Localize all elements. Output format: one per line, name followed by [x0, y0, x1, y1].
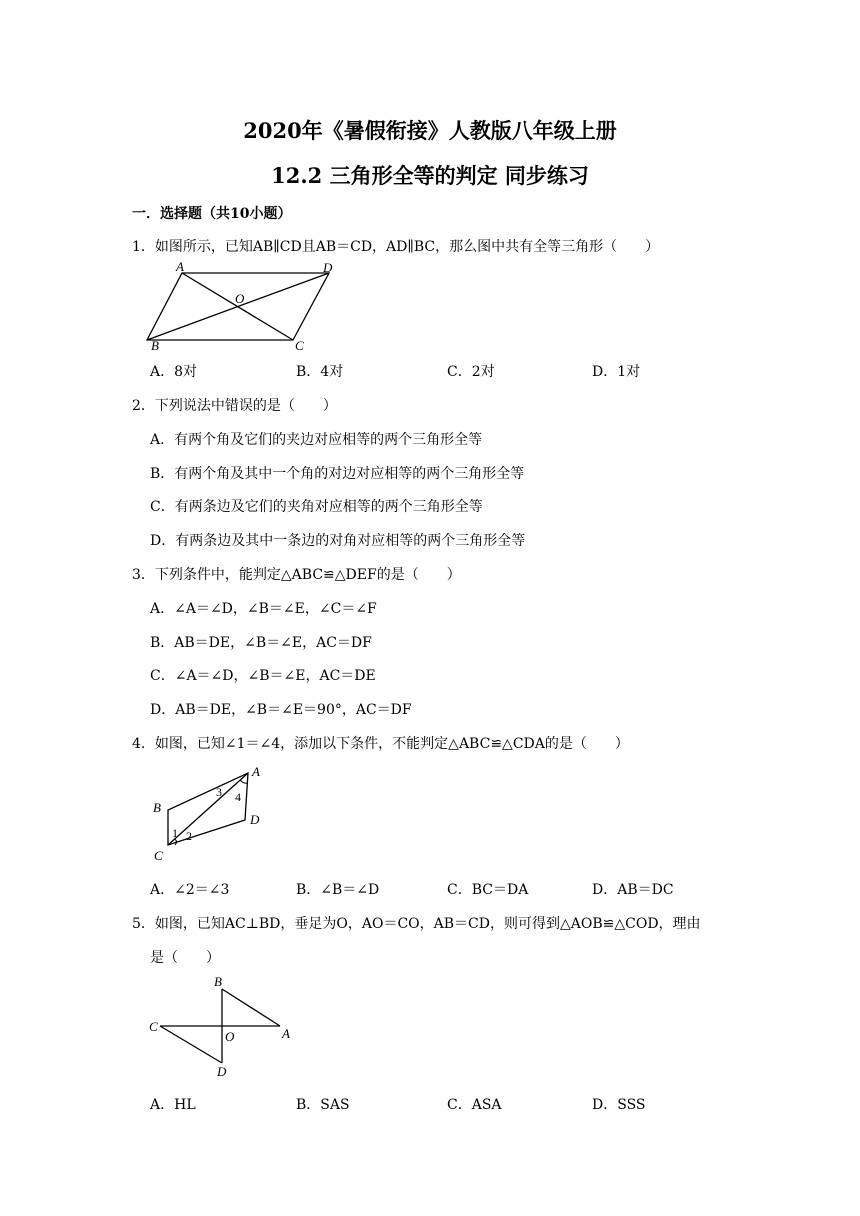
- question-2-stem: 2．下列说法中错误的是（ ）: [132, 398, 337, 414]
- question-2-option-c: C．有两条边及它们的夹角对应相等的两个三角形全等: [150, 499, 483, 515]
- question-5-figure: [140, 970, 300, 1082]
- q1-label-b: B: [151, 338, 159, 353]
- question-1-option-a: A．8对: [150, 364, 198, 380]
- question-4-figure: [140, 760, 280, 866]
- question-5-option-b: B．SAS: [296, 1097, 350, 1113]
- q5-label-o: O: [225, 1029, 235, 1044]
- question-4-option-b: B．∠B＝∠D: [296, 882, 380, 898]
- question-1-figure: [140, 258, 360, 354]
- document-title: 2020年《暑假衔接》人教版八年级上册: [243, 118, 617, 143]
- question-1-option-d: D．1对: [592, 364, 641, 380]
- q1-label-a: A: [176, 259, 184, 274]
- question-5-stem-line1: 5．如图，已知AC⊥BD，垂足为O，AO＝CO，AB＝CD，则可得到△AOB≌△COD，理由: [132, 916, 701, 932]
- q1-label-o: O: [235, 291, 245, 306]
- q1-label-c: C: [295, 338, 304, 353]
- q5-label-a: A: [282, 1026, 290, 1041]
- q4-angle-2: 2: [186, 829, 192, 843]
- q4-angle-3: 3: [216, 785, 222, 799]
- q5-label-b: B: [214, 974, 222, 989]
- question-3-option-c: C．∠A＝∠D，∠B＝∠E，AC＝DE: [150, 668, 376, 684]
- q4-label-d: D: [250, 812, 260, 827]
- question-5-option-d: D．SSS: [592, 1097, 646, 1113]
- question-5-option-c: C．ASA: [447, 1097, 502, 1113]
- question-3-option-d: D．AB＝DE，∠B＝∠E＝90°，AC＝DF: [150, 702, 412, 718]
- question-2-option-d: D．有两条边及其中一条边的对角对应相等的两个三角形全等: [150, 533, 526, 549]
- question-2-option-a: A．有两个角及它们的夹边对应相等的两个三角形全等: [150, 432, 483, 448]
- question-1-option-b: B．4对: [296, 364, 344, 380]
- q4-angle-1: 1: [172, 826, 178, 840]
- q4-label-b: B: [153, 800, 161, 815]
- question-4-option-c: C．BC＝DA: [447, 882, 529, 898]
- question-1-stem: 1．如图所示，已知AB∥CD且AB＝CD，AD∥BC，那么图中共有全等三角形（ ）: [132, 239, 660, 255]
- q4-angle-4: 4: [235, 790, 241, 804]
- q1-label-d: D: [323, 260, 333, 275]
- q4-label-a: A: [252, 764, 260, 779]
- q5-label-c: C: [149, 1019, 158, 1034]
- question-5-option-a: A．HL: [150, 1097, 196, 1113]
- q4-label-c: C: [154, 848, 163, 863]
- question-1-option-c: C．2对: [447, 364, 495, 380]
- question-3-option-a: A．∠A＝∠D，∠B＝∠E，∠C＝∠F: [150, 601, 377, 617]
- question-3-option-b: B．AB＝DE，∠B＝∠E，AC＝DF: [150, 635, 372, 651]
- question-4-option-d: D．AB＝DC: [592, 882, 674, 898]
- q5-label-d: D: [217, 1064, 227, 1079]
- question-2-option-b: B．有两个角及其中一个角的对边对应相等的两个三角形全等: [150, 466, 525, 482]
- question-4-stem: 4．如图，已知∠1＝∠4，添加以下条件，不能判定△ABC≌△CDA的是（ ）: [132, 736, 629, 752]
- question-5-stem-line2: 是（ ）: [150, 950, 220, 966]
- document-subtitle: 12.2 三角形全等的判定 同步练习: [271, 163, 589, 188]
- question-3-stem: 3．下列条件中，能判定△ABC≌△DEF的是（ ）: [132, 567, 461, 583]
- section-heading: 一．选择题（共10小题）: [132, 206, 292, 222]
- question-4-option-a: A．∠2＝∠3: [150, 882, 230, 898]
